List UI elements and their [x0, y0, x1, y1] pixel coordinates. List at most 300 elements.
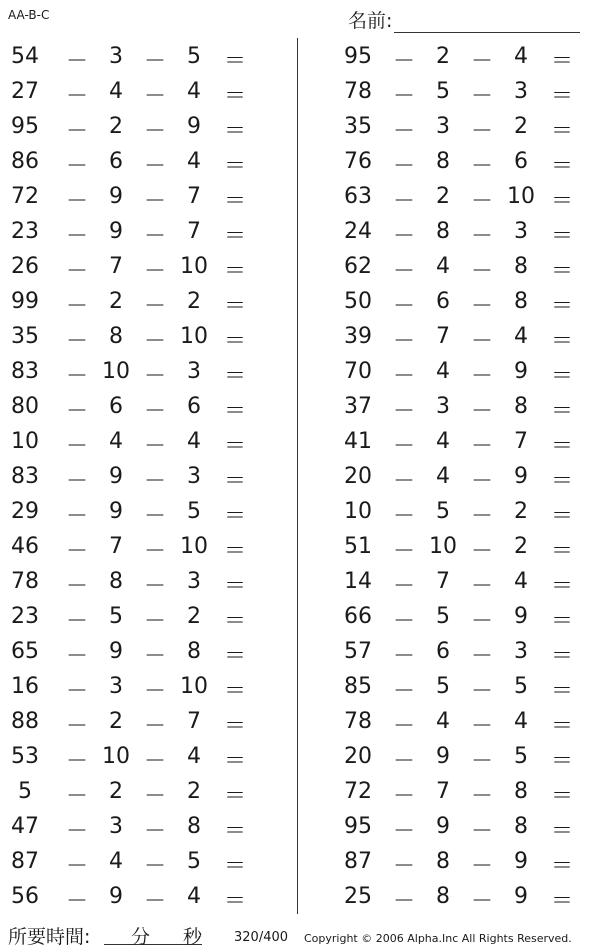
equals-sign: ＝ [223, 889, 246, 914]
operand-1: 29 [11, 499, 39, 524]
equals-sign: ＝ [550, 49, 573, 74]
equals-sign: ＝ [550, 189, 573, 214]
problem-row [327, 248, 597, 283]
operand-1: 26 [11, 254, 39, 279]
operand-3: 8 [514, 254, 528, 279]
footer [0, 922, 600, 950]
minus-sign: － [144, 749, 167, 774]
equals-sign: ＝ [550, 434, 573, 459]
minus-sign: － [471, 644, 494, 669]
equals-sign: ＝ [223, 154, 246, 179]
right-problem-column [327, 38, 597, 913]
minus-sign: － [471, 119, 494, 144]
operand-2: 3 [109, 44, 123, 69]
equals-sign: ＝ [550, 399, 573, 424]
operand-3: 5 [514, 674, 528, 699]
operand-1: 83 [11, 464, 39, 489]
operand-3: 5 [187, 44, 201, 69]
problem-row [327, 528, 597, 563]
operand-1: 72 [344, 779, 372, 804]
minus-sign: － [66, 784, 89, 809]
problem-row [0, 843, 270, 878]
equals-sign: ＝ [550, 154, 573, 179]
operand-1: 66 [344, 604, 372, 629]
operand-1: 39 [344, 324, 372, 349]
equals-sign: ＝ [550, 784, 573, 809]
operand-2: 4 [109, 849, 123, 874]
operand-1: 65 [11, 639, 39, 664]
operand-3: 8 [514, 289, 528, 314]
problem-row [327, 703, 597, 738]
minus-sign: － [66, 434, 89, 459]
minus-sign: － [144, 259, 167, 284]
minus-sign: － [393, 469, 416, 494]
operand-1: 78 [344, 79, 372, 104]
equals-sign: ＝ [223, 259, 246, 284]
operand-3: 4 [187, 884, 201, 909]
problem-row [327, 563, 597, 598]
problem-row [0, 738, 270, 773]
operand-2: 8 [109, 569, 123, 594]
operand-3: 4 [514, 324, 528, 349]
minus-sign: － [393, 504, 416, 529]
operand-2: 9 [109, 499, 123, 524]
minus-sign: － [393, 819, 416, 844]
problem-row [327, 773, 597, 808]
minus-sign: － [144, 399, 167, 424]
equals-sign: ＝ [223, 714, 246, 739]
operand-3: 6 [514, 149, 528, 174]
operand-1: 62 [344, 254, 372, 279]
left-problem-column [0, 38, 270, 913]
minus-sign: － [393, 329, 416, 354]
equals-sign: ＝ [550, 644, 573, 669]
operand-2: 9 [109, 464, 123, 489]
operand-1: 51 [344, 534, 372, 559]
operand-2: 7 [109, 254, 123, 279]
minus-sign: － [66, 679, 89, 704]
operand-1: 88 [11, 709, 39, 734]
minus-sign: － [66, 294, 89, 319]
operand-2: 8 [436, 884, 450, 909]
operand-1: 70 [344, 359, 372, 384]
operand-3: 10 [180, 534, 208, 559]
minus-sign: － [144, 84, 167, 109]
equals-sign: ＝ [550, 539, 573, 564]
minus-sign: － [471, 574, 494, 599]
operand-2: 4 [436, 709, 450, 734]
problem-row [0, 143, 270, 178]
problem-row [0, 563, 270, 598]
minus-sign: － [66, 49, 89, 74]
equals-sign: ＝ [223, 644, 246, 669]
equals-sign: ＝ [550, 259, 573, 284]
minus-sign: － [471, 679, 494, 704]
minus-sign: － [471, 84, 494, 109]
operand-1: 47 [11, 814, 39, 839]
operand-1: 87 [344, 849, 372, 874]
minus-sign: － [393, 889, 416, 914]
equals-sign: ＝ [550, 679, 573, 704]
equals-sign: ＝ [550, 119, 573, 144]
minus-sign: － [471, 469, 494, 494]
minus-sign: － [471, 364, 494, 389]
equals-sign: ＝ [550, 819, 573, 844]
operand-1: 16 [11, 674, 39, 699]
seconds-unit: 秒 [183, 926, 203, 948]
minus-sign: － [393, 224, 416, 249]
operand-3: 5 [187, 849, 201, 874]
problem-row [0, 178, 270, 213]
operand-2: 4 [109, 79, 123, 104]
minus-sign: － [144, 539, 167, 564]
minus-sign: － [471, 259, 494, 284]
minus-sign: － [144, 294, 167, 319]
minus-sign: － [471, 294, 494, 319]
operand-3: 3 [514, 219, 528, 244]
operand-2: 6 [436, 639, 450, 664]
operand-3: 7 [187, 709, 201, 734]
equals-sign: ＝ [223, 469, 246, 494]
operand-1: 35 [344, 114, 372, 139]
operand-1: 10 [344, 499, 372, 524]
column-divider [297, 38, 298, 914]
operand-3: 3 [514, 79, 528, 104]
equals-sign: ＝ [223, 434, 246, 459]
operand-3: 3 [187, 359, 201, 384]
name-field [348, 6, 580, 33]
operand-1: 23 [11, 604, 39, 629]
operand-3: 8 [187, 639, 201, 664]
operand-1: 80 [11, 394, 39, 419]
operand-1: 95 [344, 814, 372, 839]
problem-row [327, 388, 597, 423]
operand-1: 87 [11, 849, 39, 874]
minus-sign: － [471, 889, 494, 914]
minus-sign: － [66, 889, 89, 914]
operand-3: 4 [187, 744, 201, 769]
operand-3: 9 [514, 849, 528, 874]
problem-row [327, 108, 597, 143]
operand-2: 4 [436, 359, 450, 384]
problem-row [327, 283, 597, 318]
minus-sign: － [144, 679, 167, 704]
problem-row [0, 248, 270, 283]
operand-2: 9 [109, 219, 123, 244]
equals-sign: ＝ [223, 399, 246, 424]
minus-sign: － [144, 784, 167, 809]
minus-sign: － [471, 714, 494, 739]
problem-row [327, 493, 597, 528]
minus-sign: － [66, 224, 89, 249]
name-label: 名前: [348, 10, 393, 32]
operand-1: 50 [344, 289, 372, 314]
operand-3: 2 [514, 114, 528, 139]
problem-row [0, 38, 270, 73]
operand-2: 5 [436, 674, 450, 699]
minus-sign: － [393, 294, 416, 319]
minus-sign: － [66, 609, 89, 634]
equals-sign: ＝ [550, 294, 573, 319]
operand-3: 8 [514, 394, 528, 419]
problem-row [0, 633, 270, 668]
minus-sign: － [393, 154, 416, 179]
minus-sign: － [471, 749, 494, 774]
problem-row [327, 213, 597, 248]
minus-sign: － [66, 749, 89, 774]
equals-sign: ＝ [223, 609, 246, 634]
operand-2: 10 [102, 359, 130, 384]
problem-row [327, 73, 597, 108]
operand-2: 8 [436, 149, 450, 174]
operand-1: 24 [344, 219, 372, 244]
operand-3: 8 [187, 814, 201, 839]
operand-3: 9 [514, 884, 528, 909]
operand-2: 6 [109, 394, 123, 419]
equals-sign: ＝ [223, 224, 246, 249]
operand-1: 27 [11, 79, 39, 104]
minus-sign: － [144, 329, 167, 354]
worksheet-code: AA-B-C [8, 8, 50, 22]
operand-1: 35 [11, 324, 39, 349]
problem-row [327, 318, 597, 353]
equals-sign: ＝ [550, 84, 573, 109]
minus-sign: － [66, 364, 89, 389]
minus-sign: － [471, 399, 494, 424]
time-required-label: 所要時間: [8, 926, 91, 948]
minus-sign: － [66, 329, 89, 354]
operand-2: 2 [109, 709, 123, 734]
minus-sign: － [471, 854, 494, 879]
operand-1: 72 [11, 184, 39, 209]
minus-sign: － [393, 854, 416, 879]
problem-row [327, 38, 597, 73]
minus-sign: － [66, 154, 89, 179]
problem-row [0, 423, 270, 458]
copyright-notice: Copyright © 2006 Alpha.Inc All Rights Reserved. [304, 932, 572, 945]
minus-sign: － [393, 399, 416, 424]
equals-sign: ＝ [550, 574, 573, 599]
operand-3: 10 [180, 324, 208, 349]
minus-sign: － [144, 434, 167, 459]
equals-sign: ＝ [223, 819, 246, 844]
problem-row [327, 633, 597, 668]
minus-sign: － [471, 609, 494, 634]
equals-sign: ＝ [223, 329, 246, 354]
minus-sign: － [66, 644, 89, 669]
minus-sign: － [144, 644, 167, 669]
operand-3: 5 [187, 499, 201, 524]
operand-2: 2 [436, 44, 450, 69]
operand-3: 3 [187, 569, 201, 594]
operand-3: 10 [180, 674, 208, 699]
operand-2: 7 [436, 779, 450, 804]
problem-row [0, 458, 270, 493]
operand-1: 20 [344, 464, 372, 489]
minus-sign: － [144, 609, 167, 634]
equals-sign: ＝ [223, 854, 246, 879]
problem-row [0, 353, 270, 388]
operand-2: 4 [109, 429, 123, 454]
page-progress: 320/400 [234, 930, 289, 945]
operand-2: 7 [436, 569, 450, 594]
equals-sign: ＝ [223, 119, 246, 144]
equals-sign: ＝ [223, 294, 246, 319]
minus-sign: － [471, 49, 494, 74]
problem-row [0, 108, 270, 143]
minus-sign: － [66, 504, 89, 529]
minus-sign: － [144, 469, 167, 494]
minus-sign: － [393, 749, 416, 774]
operand-3: 4 [187, 79, 201, 104]
operand-1: 76 [344, 149, 372, 174]
problem-row [0, 668, 270, 703]
problem-row [327, 178, 597, 213]
operand-1: 63 [344, 184, 372, 209]
operand-3: 6 [187, 394, 201, 419]
equals-sign: ＝ [550, 329, 573, 354]
minus-sign: － [471, 504, 494, 529]
equals-sign: ＝ [223, 189, 246, 214]
minutes-unit: 分 [131, 926, 151, 948]
problem-row [0, 318, 270, 353]
operand-3: 4 [514, 44, 528, 69]
minus-sign: － [393, 574, 416, 599]
operand-3: 9 [187, 114, 201, 139]
problem-row [327, 878, 597, 913]
minus-sign: － [144, 189, 167, 214]
problem-row [0, 808, 270, 843]
operand-1: 41 [344, 429, 372, 454]
operand-2: 2 [109, 114, 123, 139]
minus-sign: － [66, 119, 89, 144]
operand-3: 2 [187, 289, 201, 314]
operand-2: 3 [109, 674, 123, 699]
operand-3: 10 [507, 184, 535, 209]
problem-row [0, 878, 270, 913]
minus-sign: － [393, 364, 416, 389]
operand-1: 78 [344, 709, 372, 734]
problem-row [327, 668, 597, 703]
minus-sign: － [144, 224, 167, 249]
problem-row [327, 143, 597, 178]
minus-sign: － [393, 644, 416, 669]
minus-sign: － [393, 49, 416, 74]
minus-sign: － [471, 784, 494, 809]
operand-2: 3 [436, 394, 450, 419]
operand-2: 3 [109, 814, 123, 839]
operand-3: 3 [514, 639, 528, 664]
operand-3: 4 [514, 709, 528, 734]
problem-row [0, 703, 270, 738]
minus-sign: － [393, 714, 416, 739]
problem-row [0, 388, 270, 423]
operand-1: 83 [11, 359, 39, 384]
equals-sign: ＝ [550, 469, 573, 494]
equals-sign: ＝ [550, 609, 573, 634]
operand-2: 10 [429, 534, 457, 559]
operand-2: 8 [109, 324, 123, 349]
minus-sign: － [393, 189, 416, 214]
minus-sign: － [144, 714, 167, 739]
operand-2: 4 [436, 429, 450, 454]
equals-sign: ＝ [550, 889, 573, 914]
equals-sign: ＝ [550, 224, 573, 249]
operand-3: 7 [514, 429, 528, 454]
minus-sign: － [66, 399, 89, 424]
operand-3: 7 [187, 184, 201, 209]
operand-3: 8 [514, 779, 528, 804]
minus-sign: － [144, 504, 167, 529]
operand-3: 2 [514, 534, 528, 559]
minus-sign: － [471, 189, 494, 214]
operand-1: 5 [18, 779, 32, 804]
operand-1: 46 [11, 534, 39, 559]
equals-sign: ＝ [223, 504, 246, 529]
minus-sign: － [66, 714, 89, 739]
operand-1: 37 [344, 394, 372, 419]
minus-sign: － [144, 574, 167, 599]
minus-sign: － [393, 539, 416, 564]
minus-sign: － [144, 154, 167, 179]
operand-2: 7 [109, 534, 123, 559]
minus-sign: － [144, 819, 167, 844]
problem-row [327, 738, 597, 773]
equals-sign: ＝ [223, 49, 246, 74]
operand-1: 54 [11, 44, 39, 69]
operand-2: 8 [436, 219, 450, 244]
operand-1: 95 [11, 114, 39, 139]
operand-2: 6 [436, 289, 450, 314]
minus-sign: － [66, 574, 89, 599]
operand-2: 9 [109, 884, 123, 909]
equals-sign: ＝ [223, 84, 246, 109]
operand-1: 95 [344, 44, 372, 69]
operand-3: 9 [514, 604, 528, 629]
minus-sign: － [393, 434, 416, 459]
minus-sign: － [66, 819, 89, 844]
minus-sign: － [144, 119, 167, 144]
operand-2: 5 [436, 79, 450, 104]
equals-sign: ＝ [550, 504, 573, 529]
operand-1: 99 [11, 289, 39, 314]
operand-1: 85 [344, 674, 372, 699]
problem-row [0, 283, 270, 318]
operand-2: 2 [436, 184, 450, 209]
problem-row [327, 423, 597, 458]
problem-row [0, 73, 270, 108]
operand-3: 2 [514, 499, 528, 524]
minus-sign: － [66, 84, 89, 109]
minus-sign: － [144, 364, 167, 389]
operand-3: 9 [514, 464, 528, 489]
minus-sign: － [393, 679, 416, 704]
operand-1: 10 [11, 429, 39, 454]
operand-3: 9 [514, 359, 528, 384]
minus-sign: － [471, 329, 494, 354]
operand-1: 86 [11, 149, 39, 174]
operand-2: 9 [436, 814, 450, 839]
equals-sign: ＝ [550, 749, 573, 774]
minus-sign: － [144, 854, 167, 879]
problem-row [0, 773, 270, 808]
operand-3: 10 [180, 254, 208, 279]
minus-sign: － [393, 609, 416, 634]
problem-row [327, 458, 597, 493]
operand-3: 4 [514, 569, 528, 594]
name-blank-line[interactable] [394, 12, 580, 33]
operand-3: 2 [187, 779, 201, 804]
